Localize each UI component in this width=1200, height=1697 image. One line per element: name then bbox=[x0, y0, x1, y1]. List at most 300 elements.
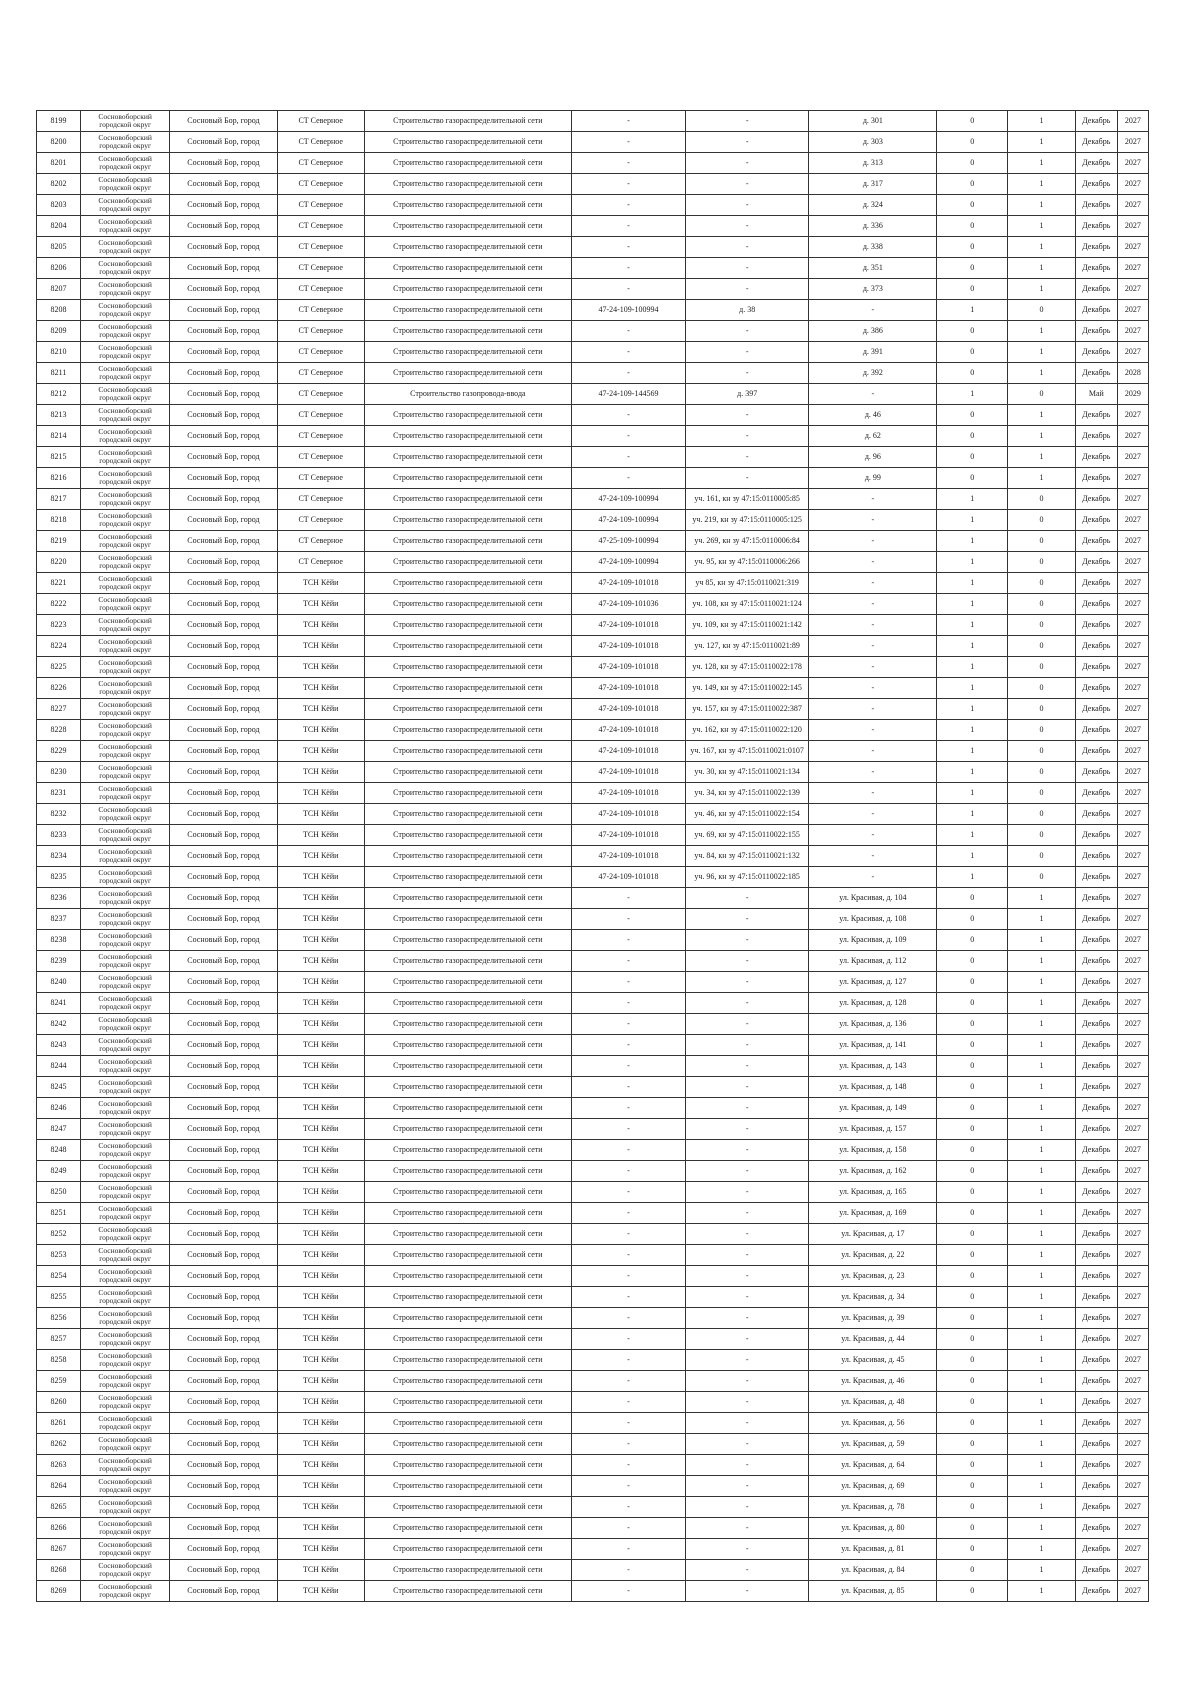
indicator-1-cell: 0 bbox=[937, 1056, 1008, 1077]
indicator-2-cell: 1 bbox=[1008, 1014, 1076, 1035]
municipality-cell: Сосновоборский городской округ bbox=[81, 1371, 170, 1392]
address-cell: - bbox=[809, 657, 937, 678]
address-cell: ул. Красивая, д. 127 bbox=[809, 972, 937, 993]
municipality-cell: Сосновоборский городской округ bbox=[81, 531, 170, 552]
work-type-cell: Строительство газораспределительной сети bbox=[364, 321, 571, 342]
month-cell: Декабрь bbox=[1075, 1308, 1117, 1329]
indicator-1-cell: 0 bbox=[937, 279, 1008, 300]
territory-cell: СТ Северное bbox=[277, 468, 364, 489]
work-type-cell: Строительство газораспределительной сети bbox=[364, 846, 571, 867]
indicator-2-cell: 1 bbox=[1008, 1329, 1076, 1350]
month-cell: Декабрь bbox=[1075, 1140, 1117, 1161]
settlement-cell: Сосновый Бор, город bbox=[170, 174, 277, 195]
table-row bbox=[37, 1245, 1149, 1266]
settlement-cell: Сосновый Бор, город bbox=[170, 552, 277, 573]
year-cell: 2027 bbox=[1117, 300, 1148, 321]
cadastral-number-cell: 47-24-109-101036 bbox=[572, 594, 686, 615]
month-cell: Декабрь bbox=[1075, 111, 1117, 132]
cadastral-number-cell: - bbox=[572, 1329, 686, 1350]
year-cell: 2027 bbox=[1117, 1098, 1148, 1119]
indicator-2-cell: 1 bbox=[1008, 1560, 1076, 1581]
cadastral-number-cell: - bbox=[572, 1350, 686, 1371]
municipality-cell: Сосновоборский городской округ bbox=[81, 1497, 170, 1518]
cadastral-number-cell: - bbox=[572, 111, 686, 132]
year-cell: 2027 bbox=[1117, 132, 1148, 153]
indicator-2-cell: 0 bbox=[1008, 657, 1076, 678]
territory-cell: ТСН Кёйи bbox=[277, 1350, 364, 1371]
indicator-1-cell: 1 bbox=[937, 489, 1008, 510]
municipality-cell: Сосновоборский городской округ bbox=[81, 804, 170, 825]
indicator-2-cell: 1 bbox=[1008, 909, 1076, 930]
row-number-cell: 8268 bbox=[37, 1560, 81, 1581]
indicator-1-cell: 0 bbox=[937, 405, 1008, 426]
plot-cell: - bbox=[685, 993, 809, 1014]
indicator-1-cell: 1 bbox=[937, 867, 1008, 888]
plot-cell: - bbox=[685, 1413, 809, 1434]
work-type-cell: Строительство газораспределительной сети bbox=[364, 1287, 571, 1308]
territory-cell: СТ Северное bbox=[277, 216, 364, 237]
indicator-1-cell: 0 bbox=[937, 1329, 1008, 1350]
territory-cell: ТСН Кёйи bbox=[277, 573, 364, 594]
cadastral-number-cell: - bbox=[572, 153, 686, 174]
territory-cell: ТСН Кёйи bbox=[277, 657, 364, 678]
plot-cell: уч. 84, кн зу 47:15:0110021:132 bbox=[685, 846, 809, 867]
table-row bbox=[37, 699, 1149, 720]
year-cell: 2027 bbox=[1117, 1266, 1148, 1287]
cadastral-number-cell: 47-24-109-101018 bbox=[572, 657, 686, 678]
year-cell: 2027 bbox=[1117, 195, 1148, 216]
month-cell: Декабрь bbox=[1075, 1350, 1117, 1371]
indicator-2-cell: 0 bbox=[1008, 699, 1076, 720]
municipality-cell: Сосновоборский городской округ bbox=[81, 930, 170, 951]
territory-cell: СТ Северное bbox=[277, 405, 364, 426]
address-cell: - bbox=[809, 783, 937, 804]
year-cell: 2027 bbox=[1117, 1350, 1148, 1371]
table-row bbox=[37, 1308, 1149, 1329]
settlement-cell: Сосновый Бор, город bbox=[170, 1161, 277, 1182]
indicator-1-cell: 0 bbox=[937, 1581, 1008, 1602]
territory-cell: ТСН Кёйи bbox=[277, 1224, 364, 1245]
year-cell: 2027 bbox=[1117, 1392, 1148, 1413]
row-number-cell: 8264 bbox=[37, 1476, 81, 1497]
territory-cell: ТСН Кёйи bbox=[277, 1014, 364, 1035]
address-cell: - bbox=[809, 720, 937, 741]
row-number-cell: 8252 bbox=[37, 1224, 81, 1245]
settlement-cell: Сосновый Бор, город bbox=[170, 867, 277, 888]
cadastral-number-cell: - bbox=[572, 426, 686, 447]
row-number-cell: 8228 bbox=[37, 720, 81, 741]
indicator-1-cell: 1 bbox=[937, 657, 1008, 678]
cadastral-number-cell: - bbox=[572, 405, 686, 426]
year-cell: 2027 bbox=[1117, 174, 1148, 195]
plot-cell: - bbox=[685, 951, 809, 972]
territory-cell: ТСН Кёйи bbox=[277, 930, 364, 951]
plot-cell: уч. 46, кн зу 47:15:0110022:154 bbox=[685, 804, 809, 825]
row-number-cell: 8208 bbox=[37, 300, 81, 321]
indicator-2-cell: 1 bbox=[1008, 132, 1076, 153]
plot-cell: уч 85, кн зу 47:15:0110021:319 bbox=[685, 573, 809, 594]
work-type-cell: Строительство газораспределительной сети bbox=[364, 153, 571, 174]
indicator-2-cell: 1 bbox=[1008, 1539, 1076, 1560]
settlement-cell: Сосновый Бор, город bbox=[170, 1182, 277, 1203]
indicator-1-cell: 1 bbox=[937, 594, 1008, 615]
address-cell: ул. Красивая, д. 108 bbox=[809, 909, 937, 930]
year-cell: 2027 bbox=[1117, 153, 1148, 174]
month-cell: Декабрь bbox=[1075, 867, 1117, 888]
settlement-cell: Сосновый Бор, город bbox=[170, 405, 277, 426]
table-row bbox=[37, 132, 1149, 153]
settlement-cell: Сосновый Бор, город bbox=[170, 1329, 277, 1350]
year-cell: 2027 bbox=[1117, 510, 1148, 531]
table-row bbox=[37, 657, 1149, 678]
indicator-2-cell: 1 bbox=[1008, 363, 1076, 384]
table-row bbox=[37, 174, 1149, 195]
cadastral-number-cell: 47-24-109-101018 bbox=[572, 678, 686, 699]
work-type-cell: Строительство газораспределительной сети bbox=[364, 1014, 571, 1035]
territory-cell: СТ Северное bbox=[277, 111, 364, 132]
row-number-cell: 8230 bbox=[37, 762, 81, 783]
month-cell: Декабрь bbox=[1075, 1287, 1117, 1308]
indicator-1-cell: 0 bbox=[937, 951, 1008, 972]
municipality-cell: Сосновоборский городской округ bbox=[81, 720, 170, 741]
plot-cell: - bbox=[685, 321, 809, 342]
territory-cell: СТ Северное bbox=[277, 510, 364, 531]
territory-cell: ТСН Кёйи bbox=[277, 846, 364, 867]
work-type-cell: Строительство газораспределительной сети bbox=[364, 426, 571, 447]
municipality-cell: Сосновоборский городской округ bbox=[81, 615, 170, 636]
month-cell: Декабрь bbox=[1075, 510, 1117, 531]
address-cell: ул. Красивая, д. 23 bbox=[809, 1266, 937, 1287]
row-number-cell: 8243 bbox=[37, 1035, 81, 1056]
settlement-cell: Сосновый Бор, город bbox=[170, 279, 277, 300]
territory-cell: ТСН Кёйи bbox=[277, 1413, 364, 1434]
address-cell: - bbox=[809, 531, 937, 552]
address-cell: ул. Красивая, д. 46 bbox=[809, 1371, 937, 1392]
table-row bbox=[37, 447, 1149, 468]
indicator-1-cell: 0 bbox=[937, 1245, 1008, 1266]
settlement-cell: Сосновый Бор, город bbox=[170, 1434, 277, 1455]
work-type-cell: Строительство газораспределительной сети bbox=[364, 195, 571, 216]
indicator-2-cell: 1 bbox=[1008, 1434, 1076, 1455]
row-number-cell: 8248 bbox=[37, 1140, 81, 1161]
row-number-cell: 8221 bbox=[37, 573, 81, 594]
municipality-cell: Сосновоборский городской округ bbox=[81, 1119, 170, 1140]
settlement-cell: Сосновый Бор, город bbox=[170, 783, 277, 804]
indicator-1-cell: 0 bbox=[937, 447, 1008, 468]
indicator-2-cell: 1 bbox=[1008, 237, 1076, 258]
month-cell: Декабрь bbox=[1075, 195, 1117, 216]
municipality-cell: Сосновоборский городской округ bbox=[81, 1329, 170, 1350]
municipality-cell: Сосновоборский городской округ bbox=[81, 1266, 170, 1287]
cadastral-number-cell: - bbox=[572, 195, 686, 216]
municipality-cell: Сосновоборский городской округ bbox=[81, 1035, 170, 1056]
table-row bbox=[37, 237, 1149, 258]
work-type-cell: Строительство газораспределительной сети bbox=[364, 741, 571, 762]
year-cell: 2027 bbox=[1117, 720, 1148, 741]
cadastral-number-cell: - bbox=[572, 1434, 686, 1455]
table-row bbox=[37, 1161, 1149, 1182]
row-number-cell: 8226 bbox=[37, 678, 81, 699]
address-cell: д. 301 bbox=[809, 111, 937, 132]
plot-cell: - bbox=[685, 111, 809, 132]
indicator-2-cell: 1 bbox=[1008, 888, 1076, 909]
settlement-cell: Сосновый Бор, город bbox=[170, 489, 277, 510]
year-cell: 2027 bbox=[1117, 342, 1148, 363]
address-cell: ул. Красивая, д. 136 bbox=[809, 1014, 937, 1035]
cadastral-number-cell: - bbox=[572, 951, 686, 972]
municipality-cell: Сосновоборский городской округ bbox=[81, 657, 170, 678]
address-cell: ул. Красивая, д. 165 bbox=[809, 1182, 937, 1203]
settlement-cell: Сосновый Бор, город bbox=[170, 216, 277, 237]
row-number-cell: 8211 bbox=[37, 363, 81, 384]
cadastral-number-cell: 47-24-109-101018 bbox=[572, 846, 686, 867]
territory-cell: ТСН Кёйи bbox=[277, 1518, 364, 1539]
indicator-1-cell: 0 bbox=[937, 1203, 1008, 1224]
year-cell: 2027 bbox=[1117, 1056, 1148, 1077]
work-type-cell: Строительство газораспределительной сети bbox=[364, 237, 571, 258]
indicator-1-cell: 0 bbox=[937, 258, 1008, 279]
territory-cell: СТ Северное bbox=[277, 447, 364, 468]
indicator-1-cell: 0 bbox=[937, 153, 1008, 174]
indicator-2-cell: 1 bbox=[1008, 258, 1076, 279]
plot-cell: уч. 162, кн зу 47:15:0110022:120 bbox=[685, 720, 809, 741]
indicator-1-cell: 1 bbox=[937, 762, 1008, 783]
row-number-cell: 8224 bbox=[37, 636, 81, 657]
row-number-cell: 8214 bbox=[37, 426, 81, 447]
settlement-cell: Сосновый Бор, город bbox=[170, 1581, 277, 1602]
indicator-1-cell: 1 bbox=[937, 720, 1008, 741]
plot-cell: - bbox=[685, 972, 809, 993]
table-row bbox=[37, 384, 1149, 405]
municipality-cell: Сосновоборский городской округ bbox=[81, 1581, 170, 1602]
indicator-2-cell: 1 bbox=[1008, 195, 1076, 216]
table-row bbox=[37, 300, 1149, 321]
indicator-1-cell: 1 bbox=[937, 636, 1008, 657]
month-cell: Декабрь bbox=[1075, 1224, 1117, 1245]
work-type-cell: Строительство газораспределительной сети bbox=[364, 867, 571, 888]
territory-cell: СТ Северное bbox=[277, 195, 364, 216]
plot-cell: уч. 109, кн зу 47:15:0110021:142 bbox=[685, 615, 809, 636]
plot-cell: - bbox=[685, 1560, 809, 1581]
settlement-cell: Сосновый Бор, город bbox=[170, 510, 277, 531]
month-cell: Декабрь bbox=[1075, 1413, 1117, 1434]
month-cell: Декабрь bbox=[1075, 489, 1117, 510]
year-cell: 2027 bbox=[1117, 426, 1148, 447]
municipality-cell: Сосновоборский городской округ bbox=[81, 762, 170, 783]
municipality-cell: Сосновоборский городской округ bbox=[81, 636, 170, 657]
table-row bbox=[37, 1497, 1149, 1518]
address-cell: ул. Красивая, д. 48 bbox=[809, 1392, 937, 1413]
address-cell: д. 336 bbox=[809, 216, 937, 237]
month-cell: Декабрь bbox=[1075, 762, 1117, 783]
address-cell: ул. Красивая, д. 56 bbox=[809, 1413, 937, 1434]
indicator-2-cell: 0 bbox=[1008, 510, 1076, 531]
table-row bbox=[37, 1182, 1149, 1203]
territory-cell: СТ Северное bbox=[277, 174, 364, 195]
table-row bbox=[37, 951, 1149, 972]
settlement-cell: Сосновый Бор, город bbox=[170, 237, 277, 258]
month-cell: Декабрь bbox=[1075, 678, 1117, 699]
indicator-2-cell: 1 bbox=[1008, 153, 1076, 174]
table-body bbox=[37, 111, 1149, 1602]
cadastral-number-cell: 47-24-109-101018 bbox=[572, 762, 686, 783]
municipality-cell: Сосновоборский городской округ bbox=[81, 951, 170, 972]
settlement-cell: Сосновый Бор, город bbox=[170, 1392, 277, 1413]
territory-cell: ТСН Кёйи bbox=[277, 1077, 364, 1098]
table-row bbox=[37, 615, 1149, 636]
work-type-cell: Строительство газораспределительной сети bbox=[364, 804, 571, 825]
year-cell: 2027 bbox=[1117, 972, 1148, 993]
municipality-cell: Сосновоборский городской округ bbox=[81, 1224, 170, 1245]
indicator-1-cell: 0 bbox=[937, 216, 1008, 237]
address-cell: ул. Красивая, д. 81 bbox=[809, 1539, 937, 1560]
table-row bbox=[37, 1329, 1149, 1350]
table-row bbox=[37, 1413, 1149, 1434]
plot-cell: уч. 108, кн зу 47:15:0110021:124 bbox=[685, 594, 809, 615]
address-cell: ул. Красивая, д. 64 bbox=[809, 1455, 937, 1476]
indicator-2-cell: 1 bbox=[1008, 1182, 1076, 1203]
row-number-cell: 8206 bbox=[37, 258, 81, 279]
municipality-cell: Сосновоборский городской округ bbox=[81, 300, 170, 321]
indicator-1-cell: 0 bbox=[937, 1350, 1008, 1371]
settlement-cell: Сосновый Бор, город bbox=[170, 258, 277, 279]
table-row bbox=[37, 1014, 1149, 1035]
month-cell: Декабрь bbox=[1075, 1539, 1117, 1560]
work-type-cell: Строительство газораспределительной сети bbox=[364, 1203, 571, 1224]
municipality-cell: Сосновоборский городской округ bbox=[81, 1161, 170, 1182]
indicator-1-cell: 1 bbox=[937, 510, 1008, 531]
work-type-cell: Строительство газораспределительной сети bbox=[364, 216, 571, 237]
settlement-cell: Сосновый Бор, город bbox=[170, 321, 277, 342]
row-number-cell: 8235 bbox=[37, 867, 81, 888]
address-cell: д. 386 bbox=[809, 321, 937, 342]
month-cell: Декабрь bbox=[1075, 300, 1117, 321]
address-cell: ул. Красивая, д. 148 bbox=[809, 1077, 937, 1098]
work-type-cell: Строительство газопровода-ввода bbox=[364, 384, 571, 405]
address-cell: ул. Красивая, д. 112 bbox=[809, 951, 937, 972]
year-cell: 2027 bbox=[1117, 111, 1148, 132]
plot-cell: - bbox=[685, 1203, 809, 1224]
indicator-1-cell: 0 bbox=[937, 1014, 1008, 1035]
work-type-cell: Строительство газораспределительной сети bbox=[364, 636, 571, 657]
indicator-2-cell: 1 bbox=[1008, 1581, 1076, 1602]
table-row bbox=[37, 1224, 1149, 1245]
cadastral-number-cell: 47-24-109-101018 bbox=[572, 615, 686, 636]
table-row bbox=[37, 1392, 1149, 1413]
year-cell: 2027 bbox=[1117, 1245, 1148, 1266]
territory-cell: СТ Северное bbox=[277, 153, 364, 174]
work-type-cell: Строительство газораспределительной сети bbox=[364, 279, 571, 300]
indicator-1-cell: 0 bbox=[937, 1455, 1008, 1476]
table-row bbox=[37, 153, 1149, 174]
table-row bbox=[37, 1539, 1149, 1560]
indicator-2-cell: 1 bbox=[1008, 1392, 1076, 1413]
indicator-1-cell: 0 bbox=[937, 237, 1008, 258]
plot-cell: уч. 95, кн зу 47:15:0110006:266 bbox=[685, 552, 809, 573]
municipality-cell: Сосновоборский городской округ bbox=[81, 468, 170, 489]
plot-cell: - bbox=[685, 132, 809, 153]
indicator-1-cell: 0 bbox=[937, 888, 1008, 909]
year-cell: 2027 bbox=[1117, 447, 1148, 468]
row-number-cell: 8234 bbox=[37, 846, 81, 867]
table-row bbox=[37, 1119, 1149, 1140]
year-cell: 2027 bbox=[1117, 1287, 1148, 1308]
address-cell: ул. Красивая, д. 80 bbox=[809, 1518, 937, 1539]
work-type-cell: Строительство газораспределительной сети bbox=[364, 594, 571, 615]
work-type-cell: Строительство газораспределительной сети bbox=[364, 909, 571, 930]
work-type-cell: Строительство газораспределительной сети bbox=[364, 174, 571, 195]
plot-cell: - bbox=[685, 1287, 809, 1308]
year-cell: 2027 bbox=[1117, 1308, 1148, 1329]
month-cell: Декабрь bbox=[1075, 1182, 1117, 1203]
indicator-2-cell: 1 bbox=[1008, 1308, 1076, 1329]
territory-cell: ТСН Кёйи bbox=[277, 1035, 364, 1056]
plot-cell: - bbox=[685, 1056, 809, 1077]
year-cell: 2027 bbox=[1117, 1581, 1148, 1602]
plot-cell: - bbox=[685, 1098, 809, 1119]
month-cell: Декабрь bbox=[1075, 342, 1117, 363]
cadastral-number-cell: - bbox=[572, 1518, 686, 1539]
table-row bbox=[37, 405, 1149, 426]
address-cell: - bbox=[809, 573, 937, 594]
month-cell: Декабрь bbox=[1075, 1161, 1117, 1182]
year-cell: 2027 bbox=[1117, 678, 1148, 699]
year-cell: 2027 bbox=[1117, 741, 1148, 762]
row-number-cell: 8246 bbox=[37, 1098, 81, 1119]
settlement-cell: Сосновый Бор, город bbox=[170, 1476, 277, 1497]
row-number-cell: 8263 bbox=[37, 1455, 81, 1476]
row-number-cell: 8204 bbox=[37, 216, 81, 237]
cadastral-number-cell: - bbox=[572, 1077, 686, 1098]
address-cell: ул. Красивая, д. 44 bbox=[809, 1329, 937, 1350]
indicator-2-cell: 1 bbox=[1008, 174, 1076, 195]
address-cell: д. 62 bbox=[809, 426, 937, 447]
plot-cell: уч. 34, кн зу 47:15:0110022:139 bbox=[685, 783, 809, 804]
table-row bbox=[37, 972, 1149, 993]
territory-cell: СТ Северное bbox=[277, 300, 364, 321]
territory-cell: СТ Северное bbox=[277, 258, 364, 279]
indicator-2-cell: 0 bbox=[1008, 531, 1076, 552]
work-type-cell: Строительство газораспределительной сети bbox=[364, 1539, 571, 1560]
work-type-cell: Строительство газораспределительной сети bbox=[364, 1476, 571, 1497]
settlement-cell: Сосновый Бор, город bbox=[170, 1287, 277, 1308]
month-cell: Декабрь bbox=[1075, 699, 1117, 720]
cadastral-number-cell: - bbox=[572, 363, 686, 384]
municipality-cell: Сосновоборский городской округ bbox=[81, 993, 170, 1014]
address-cell: - bbox=[809, 552, 937, 573]
cadastral-number-cell: 47-24-109-100994 bbox=[572, 489, 686, 510]
municipality-cell: Сосновоборский городской округ bbox=[81, 1539, 170, 1560]
year-cell: 2027 bbox=[1117, 804, 1148, 825]
row-number-cell: 8250 bbox=[37, 1182, 81, 1203]
month-cell: Декабрь bbox=[1075, 1434, 1117, 1455]
indicator-2-cell: 0 bbox=[1008, 384, 1076, 405]
settlement-cell: Сосновый Бор, город bbox=[170, 468, 277, 489]
address-cell: ул. Красивая, д. 45 bbox=[809, 1350, 937, 1371]
month-cell: Декабрь bbox=[1075, 468, 1117, 489]
cadastral-number-cell: 47-24-109-101018 bbox=[572, 573, 686, 594]
municipality-cell: Сосновоборский городской округ bbox=[81, 321, 170, 342]
plot-cell: - bbox=[685, 1455, 809, 1476]
settlement-cell: Сосновый Бор, город bbox=[170, 1140, 277, 1161]
municipality-cell: Сосновоборский городской округ bbox=[81, 510, 170, 531]
territory-cell: ТСН Кёйи bbox=[277, 762, 364, 783]
month-cell: Декабрь bbox=[1075, 426, 1117, 447]
month-cell: Декабрь bbox=[1075, 363, 1117, 384]
work-type-cell: Строительство газораспределительной сети bbox=[364, 1182, 571, 1203]
year-cell: 2027 bbox=[1117, 888, 1148, 909]
plot-cell: - bbox=[685, 1119, 809, 1140]
